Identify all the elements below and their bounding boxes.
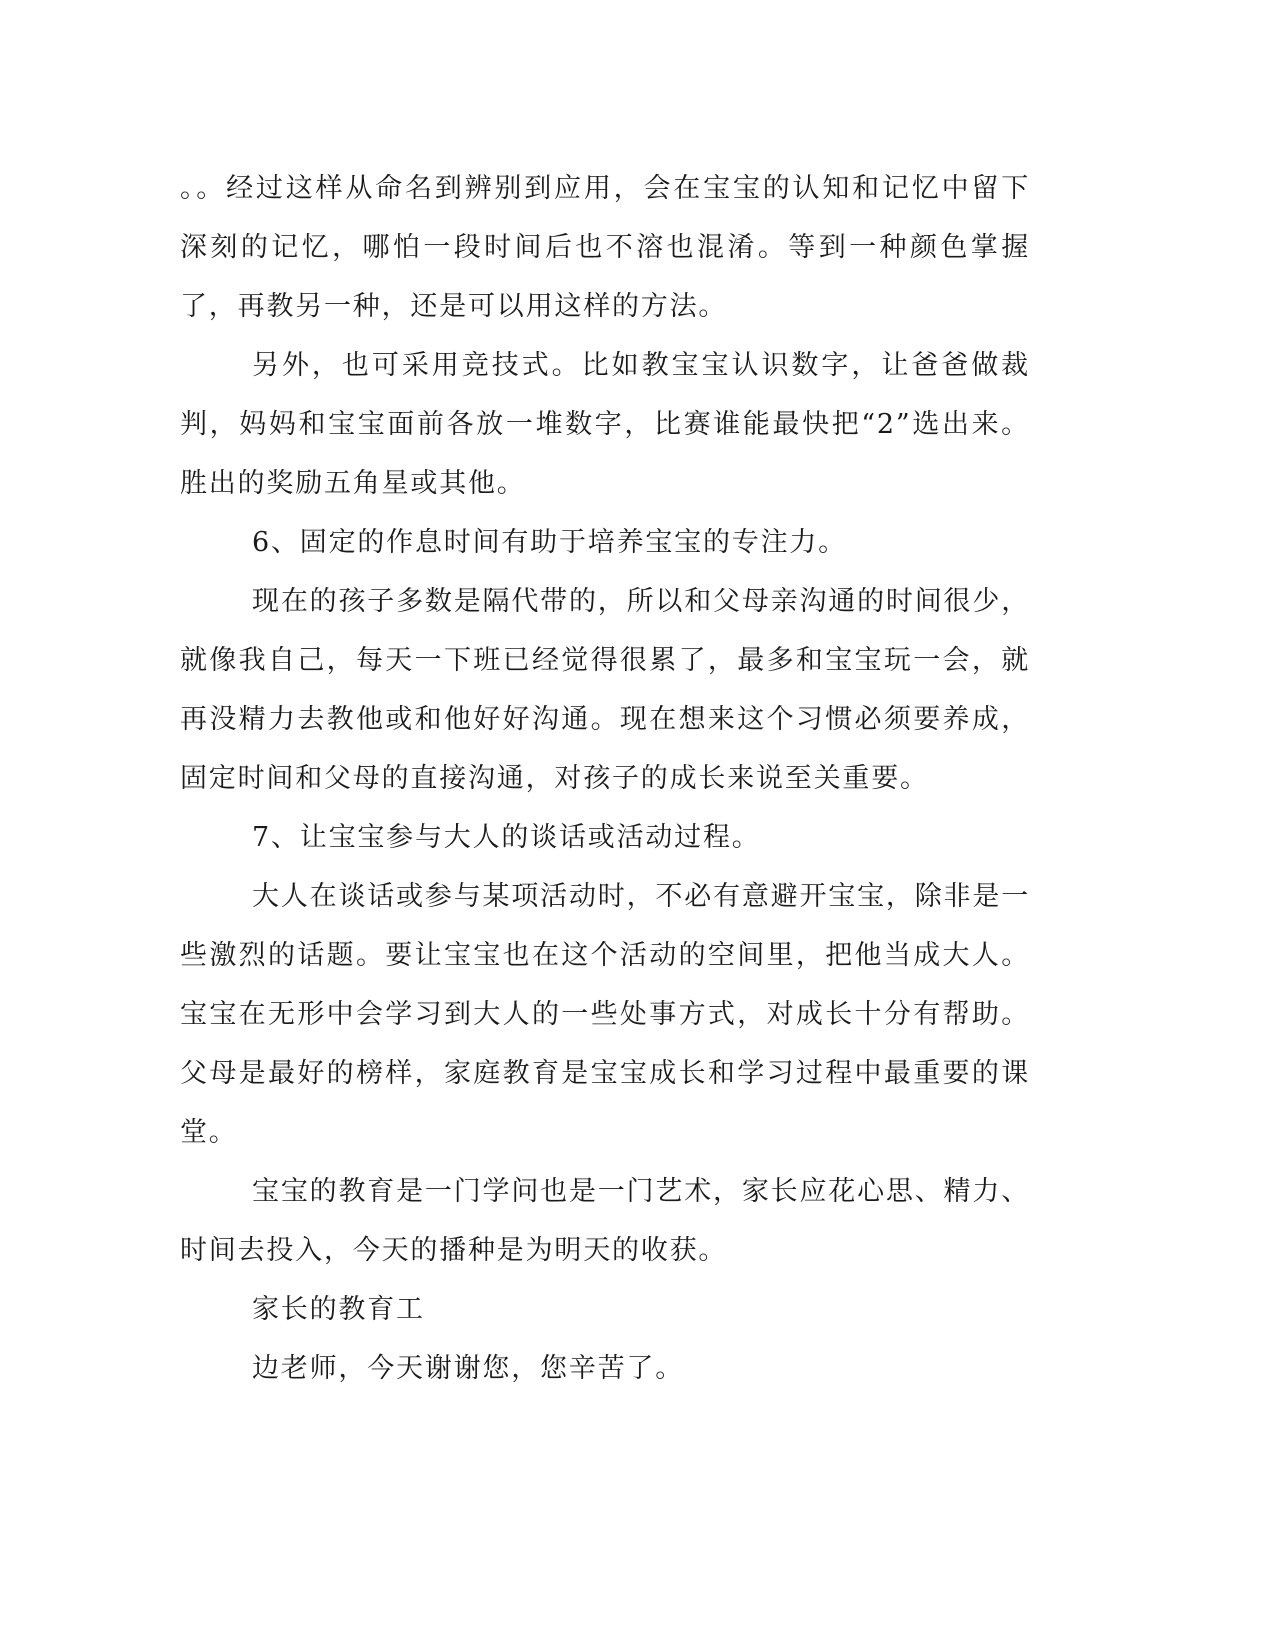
- paragraph-thanks-teacher: 边老师，今天谢谢您，您辛苦了。: [252, 1353, 684, 1384]
- paragraph-education-art: 宝宝的教育是一门学问也是一门艺术，家长应花心思、精力、时间去投入，今天的播种是为明天的收获。: [180, 1176, 1030, 1266]
- paragraph-competition-method: 另外，也可采用竞技式。比如教宝宝认识数字，让爸爸做裁判，妈妈和宝宝面前各放一堆数字，比赛谁能最快把“2”选出来。胜出的奖励五角星或其他。: [180, 350, 1030, 499]
- paragraph-parent-education-fragment: 家长的教育工: [252, 1294, 425, 1325]
- paragraph-parent-communication: 现在的孩子多数是隔代带的，所以和父母亲沟通的时间很少，就像我自己，每天一下班已经觉得很累了，最多和宝宝玩一会，就再没精力去教他或和他好好沟通。现在想来这个习惯必须要养成，固定时间和父母的直接沟通，对孩子的成长来说至关重要。: [180, 586, 1030, 794]
- body-text: [180, 159, 1030, 1398]
- paragraph-color-learning-method: 。。经过这样从命名到辨别到应用，会在宝宝的认知和记忆中留下深刻的记忆，哪怕一段时间后也不溶也混淆。等到一种颜色掌握了，再教另一种，还是可以用这样的方法。: [180, 173, 1030, 322]
- paragraph-adult-activities: 大人在谈话或参与某项活动时，不必有意避开宝宝，除非是一些激烈的话题。要让宝宝也在这个活动的空间里，把他当成大人。宝宝在无形中会学习到大人的一些处事方式，对成长十分有帮助。父母是最好的榜样，家庭教育是宝宝成长和学习过程中最重要的课堂。: [180, 881, 1030, 1148]
- heading-item-7-participation: 7、让宝宝参与大人的谈话或活动过程。: [252, 822, 761, 853]
- heading-item-6-fixed-schedule: 6、固定的作息时间有助于培养宝宝的专注力。: [252, 527, 847, 558]
